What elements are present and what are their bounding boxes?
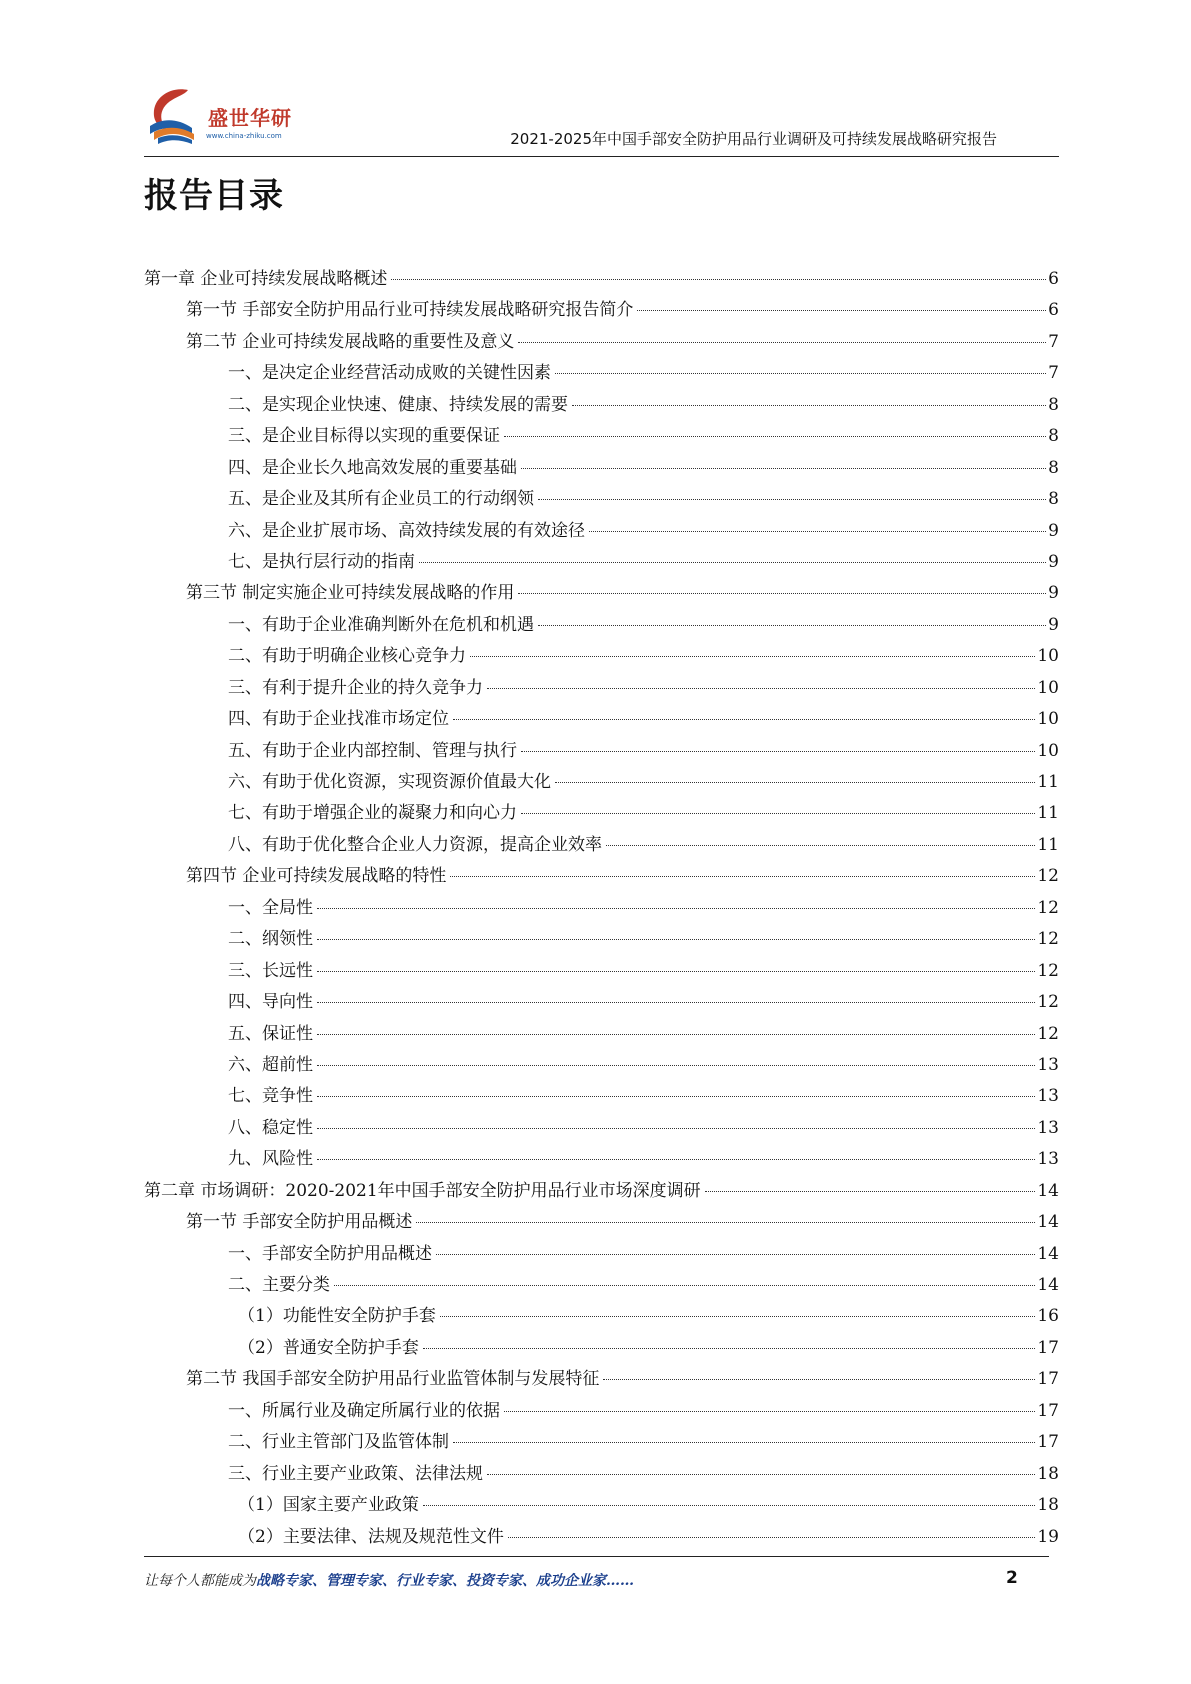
toc-entry[interactable]	[144, 1144, 1059, 1175]
toc-entry-title: 一、手部安全防护用品概述	[228, 1243, 432, 1264]
toc-leader-dots	[317, 939, 1035, 940]
toc-leader-dots	[391, 279, 1046, 280]
toc-entry-page: 16	[1037, 1306, 1059, 1327]
toc-entry-title: 一、所属行业及确定所属行业的依据	[228, 1400, 500, 1421]
toc-entry[interactable]	[144, 736, 1059, 767]
toc-entry-title: 一、全局性	[228, 897, 313, 918]
toc-leader-dots	[504, 1411, 1035, 1412]
toc-leader-dots	[521, 468, 1046, 469]
toc-entry[interactable]	[144, 484, 1059, 515]
toc-entry-title: 七、竞争性	[228, 1086, 313, 1107]
toc-entry-title: 一、是决定企业经营活动成败的关键性因素	[228, 363, 551, 384]
toc-entry-title: 三、是企业目标得以实现的重要保证	[228, 426, 500, 447]
toc-entry[interactable]	[144, 673, 1059, 704]
footer-slogan-emphasis: 战略专家、管理专家、行业专家、投资专家、成功企业家……	[256, 1573, 634, 1589]
toc-entry[interactable]	[144, 1050, 1059, 1081]
toc-entry-page: 10	[1037, 740, 1059, 761]
toc-entry[interactable]	[144, 1364, 1059, 1395]
toc-entry-page: 14	[1037, 1243, 1059, 1264]
toc-entry-title: 二、有助于明确企业核心竞争力	[228, 646, 466, 667]
toc-leader-dots	[603, 1379, 1035, 1380]
toc-entry-title: 三、有利于提升企业的持久竞争力	[228, 677, 483, 698]
toc-entry-page: 10	[1037, 677, 1059, 698]
toc-entry-page: 18	[1037, 1463, 1059, 1484]
toc-entry-page: 8	[1048, 489, 1059, 510]
toc-entry-page: 6	[1048, 300, 1059, 321]
toc-entry[interactable]	[144, 264, 1059, 295]
toc-entry-page: 12	[1037, 1023, 1059, 1044]
toc-entry[interactable]	[144, 1019, 1059, 1050]
toc-leader-dots	[317, 1159, 1035, 1160]
toc-leader-dots	[419, 562, 1046, 563]
toc-entry[interactable]	[144, 295, 1059, 326]
toc-entry[interactable]	[144, 641, 1059, 672]
toc-leader-dots	[317, 1096, 1035, 1097]
toc-entry-page: 13	[1037, 1086, 1059, 1107]
toc-entry-page: 11	[1037, 772, 1059, 792]
logo-name: 盛世华研	[208, 106, 292, 130]
toc-entry-title: 三、长远性	[228, 960, 313, 981]
toc-entry-page: 14	[1037, 1180, 1059, 1201]
toc-leader-dots	[317, 1002, 1035, 1003]
toc-entry-title: 七、有助于增强企业的凝聚力和向心力	[228, 803, 517, 824]
toc-entry-title: （2）普通安全防护手套	[238, 1337, 419, 1358]
toc-entry-page: 13	[1037, 1054, 1059, 1075]
toc-entry-title: 四、有助于企业找准市场定位	[228, 709, 449, 730]
toc-entry-page: 12	[1037, 866, 1059, 887]
toc-entry-title: 第四节 企业可持续发展战略的特性	[186, 866, 447, 887]
toc-entry[interactable]	[144, 547, 1059, 578]
toc-entry[interactable]	[144, 1396, 1059, 1427]
toc-entry-title: 第一章 企业可持续发展战略概述	[144, 269, 388, 289]
toc-entry-page: 7	[1048, 363, 1059, 384]
toc-entry[interactable]	[144, 1490, 1059, 1521]
toc-entry-page: 13	[1037, 1117, 1059, 1138]
page-number: 2	[1006, 1568, 1018, 1588]
toc-leader-dots	[470, 656, 1035, 657]
page-header	[144, 84, 1059, 160]
toc-entry[interactable]	[144, 1176, 1059, 1207]
toc-entry-title: 八、稳定性	[228, 1117, 313, 1138]
toc-leader-dots	[637, 310, 1046, 311]
toc-leader-dots	[423, 1348, 1036, 1349]
toc-entry-page: 12	[1037, 929, 1059, 950]
toc-entry-title: 五、是企业及其所有企业员工的行动纲领	[228, 489, 534, 510]
toc-entry[interactable]	[144, 830, 1059, 861]
toc-leader-dots	[450, 876, 1035, 877]
toc-entry-page: 14	[1037, 1212, 1059, 1233]
toc-entry[interactable]	[144, 1301, 1059, 1332]
toc-entry[interactable]	[144, 1333, 1059, 1364]
toc-entry[interactable]	[144, 1459, 1059, 1490]
toc-entry-page: 17	[1037, 1337, 1059, 1358]
toc-entry-title: 第一节 手部安全防护用品概述	[186, 1212, 413, 1233]
toc-entry-title: 五、有助于企业内部控制、管理与执行	[228, 740, 517, 761]
toc-entry[interactable]	[144, 1522, 1059, 1553]
toc-leader-dots	[317, 908, 1035, 909]
toc-leader-dots	[538, 625, 1046, 626]
toc-entry-page: 14	[1037, 1275, 1059, 1295]
footer-divider	[144, 1556, 1049, 1557]
toc-entry[interactable]	[144, 358, 1059, 389]
toc-entry[interactable]	[144, 956, 1059, 987]
toc-leader-dots	[504, 436, 1046, 437]
footer-slogan-prefix: 让每个人都能成为	[144, 1573, 256, 1589]
toc-leader-dots	[487, 1474, 1035, 1475]
toc-entry-title: 五、保证性	[228, 1023, 313, 1044]
toc-leader-dots	[423, 1505, 1036, 1506]
toc-leader-dots	[440, 1316, 1036, 1317]
table-of-contents	[144, 264, 1059, 1553]
toc-leader-dots	[453, 1442, 1035, 1443]
toc-leader-dots	[436, 1254, 1035, 1255]
toc-leader-dots	[508, 1537, 1036, 1538]
toc-entry[interactable]	[144, 893, 1059, 924]
toc-leader-dots	[416, 1222, 1035, 1223]
toc-entry-page: 9	[1048, 614, 1059, 635]
toc-entry[interactable]	[144, 421, 1059, 452]
toc-leader-dots	[606, 845, 1035, 846]
toc-entry[interactable]	[144, 861, 1059, 892]
toc-leader-dots	[518, 342, 1046, 343]
toc-entry[interactable]	[144, 327, 1059, 358]
toc-entry-page: 8	[1048, 426, 1059, 447]
toc-entry-page: 9	[1048, 583, 1059, 604]
logo-url: www.china-zhiku.com	[206, 132, 282, 140]
toc-entry-page: 11	[1037, 803, 1059, 824]
toc-entry-title: 第二章 市场调研：2020-2021年中国手部安全防护用品行业市场深度调研	[144, 1180, 701, 1201]
toc-entry[interactable]	[144, 610, 1059, 641]
toc-leader-dots	[453, 719, 1035, 720]
toc-entry[interactable]	[144, 453, 1059, 484]
toc-entry-title: （1）国家主要产业政策	[238, 1495, 419, 1516]
logo-mark-icon	[144, 84, 208, 146]
toc-entry-page: 10	[1037, 646, 1059, 667]
toc-entry-title: 第一节 手部安全防护用品行业可持续发展战略研究报告简介	[186, 300, 634, 321]
toc-leader-dots	[705, 1191, 1036, 1192]
toc-entry[interactable]	[144, 1207, 1059, 1238]
toc-entry-page: 19	[1037, 1526, 1059, 1547]
toc-entry[interactable]	[144, 924, 1059, 955]
toc-entry[interactable]	[144, 578, 1059, 609]
toc-entry[interactable]	[144, 767, 1059, 798]
toc-leader-dots	[317, 1034, 1035, 1035]
toc-entry-page: 8	[1048, 394, 1059, 415]
toc-entry[interactable]	[144, 1113, 1059, 1144]
toc-leader-dots	[555, 782, 1035, 783]
toc-entry-page: 17	[1037, 1432, 1059, 1453]
toc-leader-dots	[521, 813, 1035, 814]
toc-entry-title: 六、超前性	[228, 1054, 313, 1075]
toc-entry-title: 三、行业主要产业政策、法律法规	[228, 1463, 483, 1484]
toc-leader-dots	[538, 499, 1046, 500]
toc-entry-page: 12	[1037, 897, 1059, 918]
toc-leader-dots	[521, 751, 1035, 752]
toc-entry-title: 第二节 企业可持续发展战略的重要性及意义	[186, 331, 515, 352]
toc-entry[interactable]	[144, 1239, 1059, 1270]
toc-entry-page: 8	[1048, 457, 1059, 478]
toc-entry[interactable]	[144, 987, 1059, 1018]
toc-entry[interactable]	[144, 390, 1059, 421]
report-title: 2021-2025年中国手部安全防护用品行业调研及可持续发展战略研究报告	[510, 130, 997, 148]
toc-entry-title: 一、有助于企业准确判断外在危机和机遇	[228, 614, 534, 635]
page-title: 报告目录	[144, 176, 284, 216]
toc-entry[interactable]	[144, 516, 1059, 547]
toc-entry-title: （2）主要法律、法规及规范性文件	[238, 1526, 504, 1547]
toc-leader-dots	[572, 405, 1046, 406]
toc-entry-title: 二、行业主管部门及监管体制	[228, 1432, 449, 1453]
toc-leader-dots	[487, 688, 1035, 689]
toc-entry-page: 9	[1048, 551, 1059, 572]
header-divider	[144, 156, 1059, 157]
toc-entry-title: 四、是企业长久地高效发展的重要基础	[228, 457, 517, 478]
toc-entry-page: 12	[1037, 960, 1059, 981]
toc-entry-title: 七、是执行层行动的指南	[228, 551, 415, 572]
toc-entry[interactable]	[144, 1081, 1059, 1112]
toc-entry-page: 13	[1037, 1149, 1059, 1170]
toc-entry-page: 6	[1048, 269, 1059, 289]
toc-entry-title: 二、纲领性	[228, 929, 313, 950]
toc-leader-dots	[334, 1285, 1035, 1286]
toc-entry-page: 7	[1048, 331, 1059, 352]
company-logo	[144, 84, 314, 150]
toc-entry-title: 六、是企业扩展市场、高效持续发展的有效途径	[228, 520, 585, 541]
toc-entry[interactable]	[144, 1427, 1059, 1458]
toc-entry[interactable]	[144, 704, 1059, 735]
toc-entry-title: （1）功能性安全防护手套	[238, 1306, 436, 1327]
toc-leader-dots	[589, 531, 1046, 532]
toc-entry-title: 二、是实现企业快速、健康、持续发展的需要	[228, 394, 568, 415]
toc-entry-title: 四、导向性	[228, 992, 313, 1013]
toc-leader-dots	[555, 373, 1046, 374]
toc-leader-dots	[317, 1128, 1035, 1129]
toc-entry-page: 10	[1037, 709, 1059, 730]
toc-leader-dots	[317, 1065, 1035, 1066]
toc-entry[interactable]	[144, 798, 1059, 829]
toc-entry-page: 12	[1037, 992, 1059, 1013]
toc-entry-page: 9	[1048, 520, 1059, 541]
toc-entry-title: 第三节 制定实施企业可持续发展战略的作用	[186, 583, 515, 604]
footer-slogan	[144, 1570, 634, 1590]
toc-entry-title: 八、有助于优化整合企业人力资源，提高企业效率	[228, 834, 602, 855]
toc-entry-title: 九、风险性	[228, 1149, 313, 1170]
toc-entry-title: 二、主要分类	[228, 1275, 330, 1295]
toc-entry-title: 第二节 我国手部安全防护用品行业监管体制与发展特征	[186, 1369, 600, 1390]
toc-entry-page: 11	[1037, 834, 1059, 855]
toc-leader-dots	[518, 593, 1046, 594]
toc-entry-title: 六、有助于优化资源，实现资源价值最大化	[228, 772, 551, 792]
toc-entry-page: 17	[1037, 1369, 1059, 1390]
toc-entry-page: 18	[1037, 1495, 1059, 1516]
toc-entry[interactable]	[144, 1270, 1059, 1301]
toc-entry-page: 17	[1037, 1400, 1059, 1421]
toc-leader-dots	[317, 971, 1035, 972]
